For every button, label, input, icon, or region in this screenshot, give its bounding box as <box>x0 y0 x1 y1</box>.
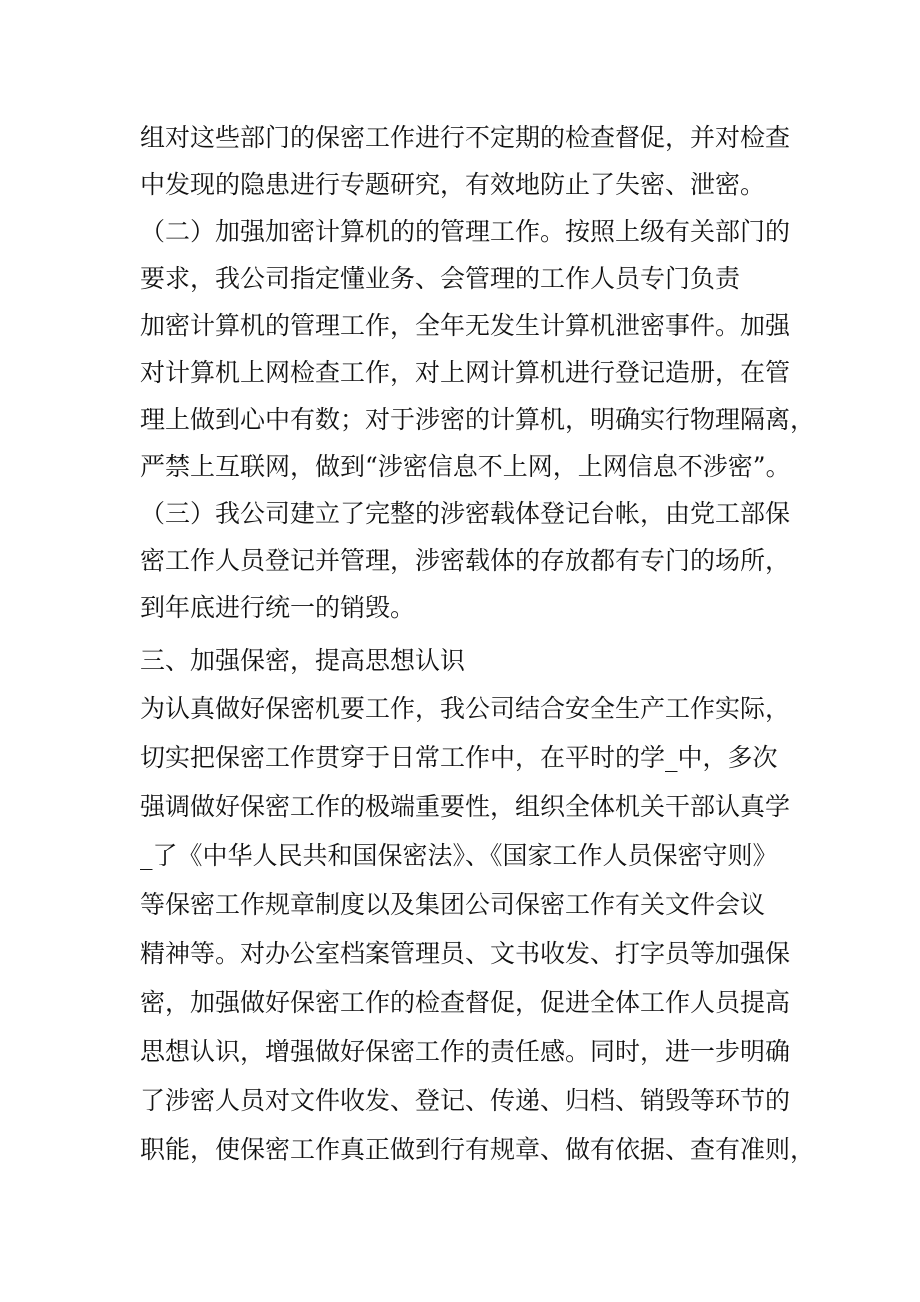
text-line: 切实把保密工作贯穿于日常工作中，在平时的学_中，多次 <box>140 743 778 772</box>
text-line: 密，加强做好保密工作的检查督促，促进全体工作人员提高 <box>140 988 791 1017</box>
text-line: 了涉密人员对文件收发、登记、传递、归档、销毁等环节的 <box>140 1086 791 1115</box>
text-line: 严禁上互联网，做到“涉密信息不上网，上网信息不涉密”。 <box>140 452 791 481</box>
text-line: 加密计算机的管理工作，全年无发生计算机泄密事件。加强 <box>140 311 791 340</box>
text-line: 中发现的隐患进行专题研究，有效地防止了失密、泄密。 <box>140 170 766 199</box>
text-line: 理上做到心中有数；对于涉密的计算机，明确实行物理隔离， <box>140 405 816 434</box>
text-line: 为认真做好保密机要工作，我公司结合安全生产工作实际， <box>140 694 791 723</box>
text-line: 对计算机上网检查工作，对上网计算机进行登记造册，在管 <box>140 358 791 387</box>
text-line: 组对这些部门的保密工作进行不定期的检查督促，并对检查 <box>140 123 791 152</box>
text-line: 强调做好保密工作的极端重要性，组织全体机关干部认真学 <box>140 792 791 821</box>
section-heading: （二）加强加密计算机的的管理工作。按照上级有关部门的 <box>140 217 791 246</box>
text-line: 等保密工作规章制度以及集团公司保密工作有关文件会议 <box>140 890 766 919</box>
text-line: 思想认识，增强做好保密工作的责任感。同时，进一步明确 <box>140 1037 791 1066</box>
text-line: 职能，使保密工作真正做到行有规章、做有依据、查有准则， <box>140 1135 816 1164</box>
text-line: 到年底进行统一的销毁。 <box>140 593 416 622</box>
section-heading: 三、加强保密，提高思想认识 <box>140 646 466 675</box>
text-line: 精神等。对办公室档案管理员、文书收发、打字员等加强保 <box>140 939 791 968</box>
text-line: 密工作人员登记并管理，涉密载体的存放都有专门的场所， <box>140 546 791 575</box>
section-heading: （三）我公司建立了完整的涉密载体登记台帐，由党工部保 <box>140 499 791 528</box>
text-line: _了《中华人民共和国保密法》、《国家工作人员保密守则》 <box>140 841 778 870</box>
text-line: 要求，我公司指定懂业务、会管理的工作人员专门负责 <box>140 264 741 293</box>
